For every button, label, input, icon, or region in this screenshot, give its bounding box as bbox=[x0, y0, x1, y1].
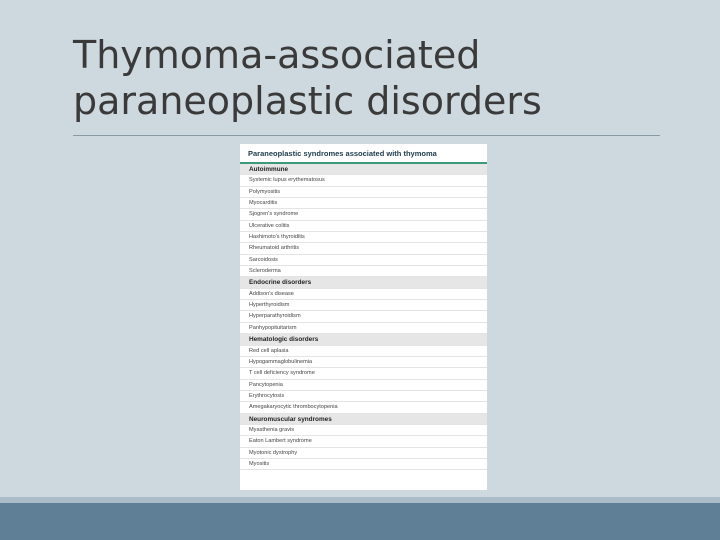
slide-title-line-1: Thymoma-associated bbox=[73, 33, 481, 77]
slide-title-line-2: paraneoplastic disorders bbox=[73, 79, 542, 123]
table-row: Hashimoto's thyroiditis bbox=[240, 232, 487, 243]
table-row: Scleroderma bbox=[240, 266, 487, 277]
table-body bbox=[240, 164, 487, 470]
table-section-header: Endocrine disorders bbox=[240, 277, 487, 288]
table-heading: Paraneoplastic syndromes associated with thymoma bbox=[240, 144, 487, 164]
table-row: Ulcerative colitis bbox=[240, 221, 487, 232]
table-row: Erythrocytosis bbox=[240, 391, 487, 402]
table-row: Myasthenia gravis bbox=[240, 425, 487, 436]
table-row: Myocarditis bbox=[240, 198, 487, 209]
table-row: T cell deficiency syndrome bbox=[240, 368, 487, 379]
table-row: Pancytopenia bbox=[240, 380, 487, 391]
table-row: Addison's disease bbox=[240, 289, 487, 300]
table-row: Sarcoidosis bbox=[240, 255, 487, 266]
table-row: Hyperparathyroidism bbox=[240, 311, 487, 322]
table-row: Amegakaryocytic thrombocytopenia bbox=[240, 402, 487, 413]
table-section-header: Neuromuscular syndromes bbox=[240, 414, 487, 425]
table-section-header: Autoimmune bbox=[240, 164, 487, 175]
footer-band bbox=[0, 503, 720, 540]
syndromes-table bbox=[240, 144, 487, 490]
slide-title bbox=[73, 32, 673, 124]
table-row: Sjogren's syndrome bbox=[240, 209, 487, 220]
table-row: Systemic lupus erythematosus bbox=[240, 175, 487, 186]
table-row: Hyperthyroidism bbox=[240, 300, 487, 311]
table-row: Rheumatoid arthritis bbox=[240, 243, 487, 254]
table-row: Red cell aplasia bbox=[240, 346, 487, 357]
table-row: Eaton Lambert syndrome bbox=[240, 436, 487, 447]
table-row: Myositis bbox=[240, 459, 487, 470]
table-row: Hypogammaglobulinemia bbox=[240, 357, 487, 368]
table-row: Panhypopituitarism bbox=[240, 323, 487, 334]
table-row: Myotonic dystrophy bbox=[240, 448, 487, 459]
table-section-header: Hematologic disorders bbox=[240, 334, 487, 345]
title-divider bbox=[73, 135, 660, 136]
table-row: Polymyositis bbox=[240, 187, 487, 198]
